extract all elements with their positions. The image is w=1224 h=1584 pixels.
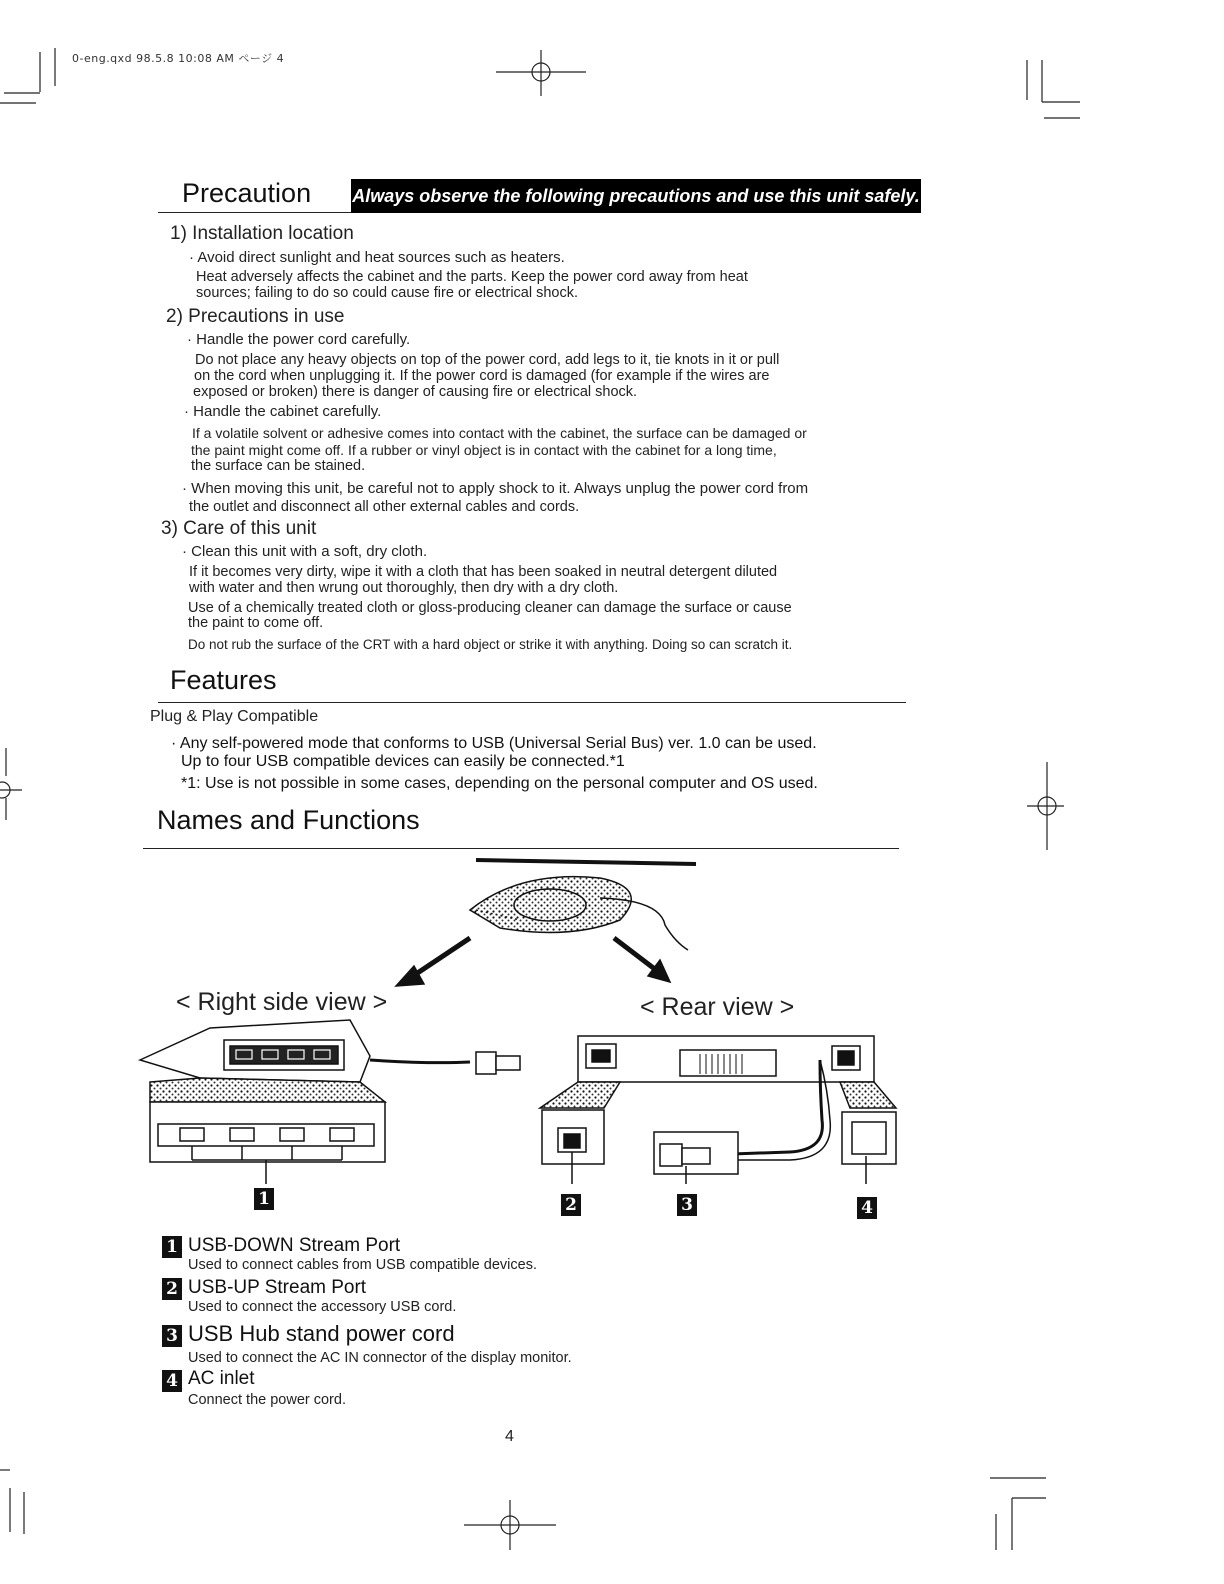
names-rule	[143, 848, 899, 849]
legend-num: 1	[162, 1236, 182, 1258]
legend-title: USB-UP Stream Port	[188, 1277, 367, 1298]
features-line: Up to four USB compatible devices can easily be connected.*1	[181, 753, 625, 770]
use-line: If a volatile solvent or adhesive comes into contact with the cabinet, the surface can be damaged or	[192, 425, 807, 441]
use-line: the outlet and disconnect all other external cables and cords.	[189, 499, 580, 515]
names-heading: Names and Functions	[157, 805, 420, 835]
use-line: Do not place any heavy objects on top of the power cord, add legs to it, tie knots in it or pull	[195, 352, 780, 368]
care-heading: 3) Care of this unit	[161, 518, 317, 539]
use-bullet: · When moving this unit, be careful not to apply shock to it. Always unplug the power cord from	[182, 480, 809, 497]
installation-line: Heat adversely affects the cabinet and the parts. Keep the power cord away from heat	[196, 269, 748, 285]
legend-desc: Connect the power cord.	[188, 1392, 346, 1408]
callout-3: 3	[677, 1194, 697, 1216]
features-subtitle: Plug & Play Compatible	[150, 708, 319, 725]
page-number: 4	[505, 1428, 514, 1445]
legend-desc: Used to connect the accessory USB cord.	[188, 1299, 457, 1315]
use-bullet: · Handle the power cord carefully.	[187, 331, 411, 348]
usb-hub-diagram	[0, 850, 1224, 1230]
file-meta: 0-eng.qxd 98.5.8 10:08 AM ページ 4	[72, 52, 285, 65]
arrow-rear	[614, 938, 670, 982]
legend-desc: Used to connect cables from USB compatible devices.	[188, 1257, 537, 1273]
hub-overview	[470, 860, 696, 950]
legend-num: 3	[162, 1325, 182, 1347]
features-line: · Any self-powered mode that conforms to USB (Universal Serial Bus) ver. 1.0 can be used.	[171, 735, 817, 752]
care-bullet: · Clean this unit with a soft, dry cloth.	[182, 543, 428, 560]
precaution-banner: Always observe the following precautions and use this unit safely.	[351, 179, 921, 213]
callout-4: 4	[857, 1197, 877, 1219]
rear-drawing	[540, 1036, 896, 1184]
legend-num: 4	[162, 1370, 182, 1392]
installation-heading: 1) Installation location	[170, 223, 354, 244]
use-line: on the cord when unplugging it. If the power cord is damaged (for example if the wires are	[194, 368, 770, 384]
care-line: Use of a chemically treated cloth or gloss-producing cleaner can damage the surface or cause	[188, 600, 792, 616]
installation-bullet: · Avoid direct sunlight and heat sources such as heaters.	[189, 249, 565, 266]
legend-title: USB-DOWN Stream Port	[188, 1235, 401, 1256]
features-rule	[158, 702, 906, 703]
arrow-right-side	[396, 938, 470, 986]
right-side-drawing	[140, 1020, 520, 1184]
care-line: If it becomes very dirty, wipe it with a cloth that has been soaked in neutral detergent diluted	[189, 564, 778, 580]
legend-num: 2	[162, 1278, 182, 1300]
right-side-view-label: < Right side view >	[176, 988, 388, 1016]
use-line: exposed or broken) there is danger of causing fire or electrical shock.	[193, 384, 638, 400]
legend-desc: Used to connect the AC IN connector of the display monitor.	[188, 1350, 572, 1366]
legend-title: USB Hub stand power cord	[188, 1321, 455, 1346]
use-line: the surface can be stained.	[191, 458, 366, 474]
use-line: the paint might come off. If a rubber or vinyl object is in contact with the cabinet for a long time,	[191, 442, 777, 458]
care-line: with water and then wrung out thoroughly, then dry with a dry cloth.	[189, 580, 619, 596]
callout-2: 2	[561, 1194, 581, 1216]
use-heading: 2) Precautions in use	[166, 306, 345, 327]
features-heading: Features	[170, 665, 277, 695]
care-line: the paint to come off.	[188, 615, 324, 631]
legend-title: AC inlet	[188, 1368, 255, 1389]
installation-line: sources; failing to do so could cause fire or electrical shock.	[196, 285, 579, 301]
callout-1: 1	[254, 1188, 274, 1210]
use-bullet: · Handle the cabinet carefully.	[184, 403, 382, 420]
care-line: Do not rub the surface of the CRT with a hard object or strike it with anything. Doing so can scratch it.	[188, 637, 793, 652]
features-note: *1: Use is not possible in some cases, depending on the personal computer and OS used.	[181, 775, 818, 792]
rear-view-label: < Rear view >	[640, 993, 795, 1021]
precaution-heading: Precaution	[182, 178, 312, 208]
